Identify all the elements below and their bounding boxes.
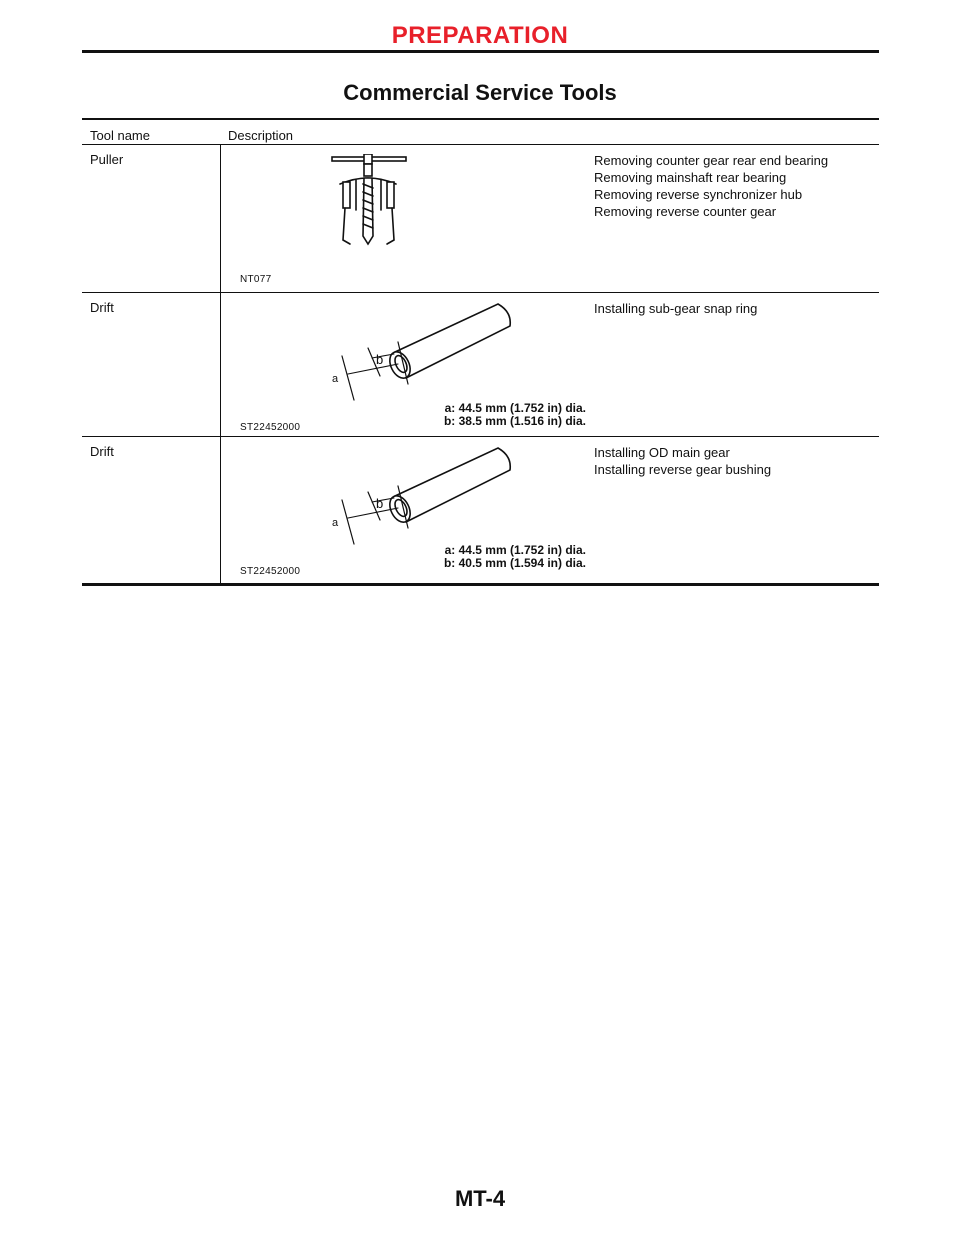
dimension-b: b: 40.5 mm (1.594 in) dia. [443,556,586,570]
table-row [82,438,879,582]
list-item: Installing reverse gear bushing [594,462,772,477]
row-divider [82,436,879,437]
dimension-label-b: b [376,352,384,367]
description-list [594,444,771,478]
dimension-label-b: b [376,496,384,511]
table-top-rule [82,118,879,120]
column-header-description: Description [228,128,294,143]
section-header: PREPARATION [391,22,569,49]
dimension-a: a: 44.5 mm (1.752 in) dia. [444,401,586,415]
list-item: Removing reverse counter gear [594,204,777,219]
table-row [82,146,879,292]
tool-code: NT077 [240,274,272,285]
dimension-spec [412,544,586,570]
page-number: MT-4 [454,1186,506,1211]
drift-illustration [320,302,520,402]
list-item: Removing mainshaft rear bearing [594,170,787,185]
description-list [594,152,828,220]
list-item: Installing OD main gear [594,445,730,460]
tool-name: Puller [90,152,124,167]
puller-illustration [330,154,410,256]
table-bottom-rule [82,583,879,586]
table-row [82,294,879,434]
dimension-label-a: a [332,517,339,529]
tool-name: Drift [90,300,114,315]
tool-code: ST22452000 [240,566,301,577]
tool-code: ST22452000 [240,422,301,433]
page-title: Commercial Service Tools [343,80,617,105]
list-item: Removing reverse synchronizer hub [594,187,803,202]
tool-name: Drift [90,444,114,459]
dimension-spec [412,402,586,428]
list-item: Removing counter gear rear end bearing [594,153,829,168]
dimension-a: a: 44.5 mm (1.752 in) dia. [444,543,586,557]
row-divider [82,292,879,293]
drift-illustration [320,446,520,546]
header-rule [82,50,879,53]
description-list [594,300,757,317]
dimension-label-a: a [332,373,339,385]
header-divider [82,144,879,145]
dimension-b: b: 38.5 mm (1.516 in) dia. [443,414,586,428]
list-item: Installing sub-gear snap ring [594,301,758,316]
column-header-tool-name: Tool name [90,128,150,143]
